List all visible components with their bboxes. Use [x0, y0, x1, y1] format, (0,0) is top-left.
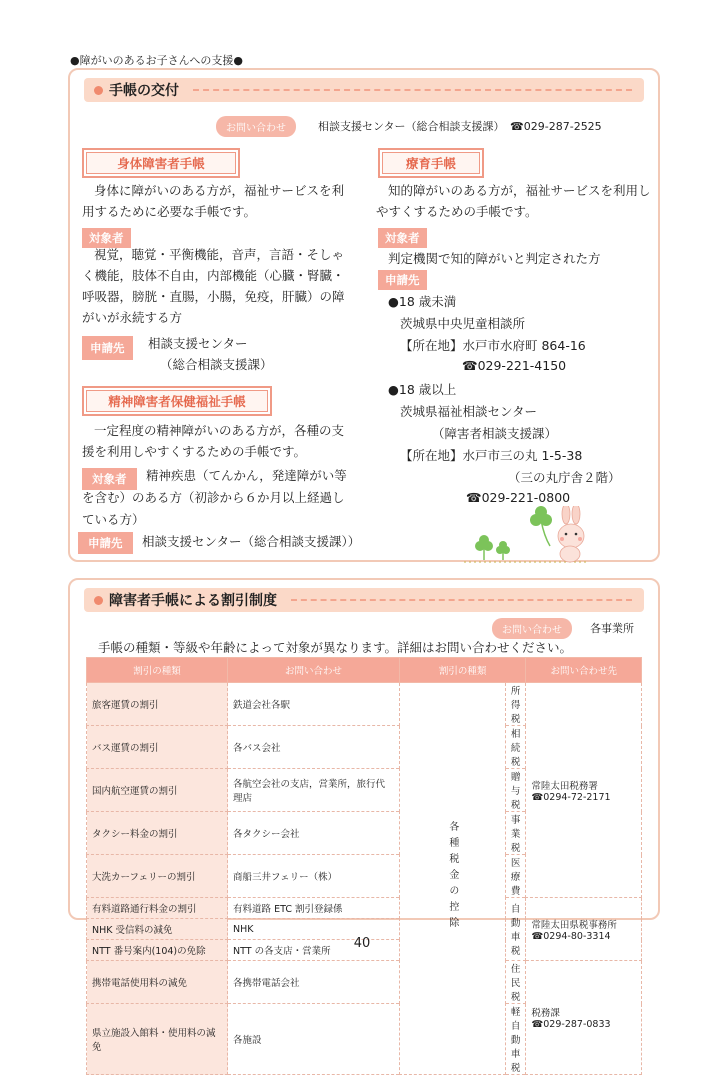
physical-apply-tag: 申請先	[82, 336, 133, 360]
mental-apply: 相談支援センター（総合相談支援課））	[142, 534, 361, 549]
page-number: 40	[353, 936, 371, 951]
tax-group-label: 各種税金の控除	[399, 683, 505, 1075]
table-row-kind: 国内航空運賃の割引	[87, 769, 228, 812]
tax-item: 医療費	[505, 855, 526, 898]
header-discount-kind: 割引の種類	[87, 658, 228, 683]
ryoiku-over18-office: 茨城県福祉相談センター	[400, 404, 538, 419]
contact-pill-2: お問い合わせ	[492, 618, 572, 639]
table-row-contact: 有料道路 ETC 割引登録係	[228, 898, 400, 919]
bullet-icon	[94, 86, 103, 95]
table-row-contact: 各タクシー会社	[228, 812, 400, 855]
ryoiku-target-tag: 対象者	[378, 228, 427, 248]
contact-text-2: 各事業所	[590, 622, 634, 635]
tax-office-2: 常陸太田県税事務所 ☎0294-80-3314	[526, 898, 642, 961]
mental-desc: 一定程度の精神障がいのある方が，各種の支援を利用しやすくするための手帳です。	[82, 423, 345, 459]
tax-item: 事業税	[505, 812, 526, 855]
tax-item: 自動車税	[505, 898, 526, 961]
table-row-contact: 各施設	[228, 1004, 400, 1075]
table-row-kind: 旅客運賃の割引	[87, 683, 228, 726]
ryoiku-target: 判定機関で知的障がいと判定された方	[388, 251, 601, 266]
physical-apply-2: （総合相談支援課）	[160, 357, 273, 372]
mental-target-3: ている方）	[82, 512, 145, 527]
mental-target-1: 精神疾患（てんかん，発達障がい等	[146, 468, 347, 483]
mental-handbook-title: 精神障害者保健福祉手帳	[82, 386, 272, 416]
tax-office-1: 常陸太田税務署 ☎0294-72-2171	[526, 683, 642, 898]
header-contact: お問い合わせ	[228, 658, 400, 683]
discount-table	[86, 657, 642, 1075]
discount-intro: 手帳の種類・等級や年齢によって対象が異なります。詳細はお問い合わせください。	[98, 640, 573, 655]
table-row-contact: NTT の各支店・営業所	[228, 940, 400, 961]
table-row-kind: 大洗カーフェリーの割引	[87, 855, 228, 898]
tax-item: 相続税	[505, 726, 526, 769]
contact-text: 相談支援センター（総合相談支援課） ☎029-287-2525	[318, 120, 602, 133]
ryoiku-desc: 知的障がいのある方が，福祉サービスを利用しやすくするための手帳です。	[376, 183, 651, 219]
tax-item: 住民税	[505, 961, 526, 1004]
section-title-handbook: 手帳の交付	[84, 78, 644, 102]
table-row-kind: NTT 番号案内(104)の免除	[87, 940, 228, 961]
ryoiku-over18-tel: ☎029-221-0800	[466, 490, 571, 505]
table-row-contact: NHK	[228, 919, 400, 940]
ryoiku-over18-addr2: （三の丸庁舎２階）	[508, 470, 621, 485]
mental-apply-tag: 申請先	[78, 532, 133, 554]
table-row-kind: 有料道路通行料金の割引	[87, 898, 228, 919]
table-row-kind: 県立施設入館料・使用料の減免	[87, 1004, 228, 1075]
header-discount-kind-2: 割引の種類	[399, 658, 526, 683]
ryoiku-over18-office2: （障害者相談支援課）	[432, 426, 558, 441]
header-note: ●障がいのあるお子さんへの支援●	[70, 54, 243, 67]
physical-apply-1: 相談支援センター	[148, 336, 248, 351]
physical-target: 視覚，聴覚・平衡機能，音声，言語・そしゃく機能，肢体不自由，内部機能（心臓・腎臓・呼吸器，膀胱・直腸，小腸，免疫，肝臓）の障がいが永続する方	[82, 247, 345, 325]
ryoiku-under18-addr: 【所在地】水戸市水府町 864-16	[400, 338, 586, 353]
table-row-contact: 各航空会社の支店，営業所，旅行代理店	[228, 769, 400, 812]
table-row-kind: NHK 受信料の減免	[87, 919, 228, 940]
ryoiku-over18: ●18 歳以上	[388, 382, 457, 397]
table-row-kind: 携帯電話使用料の減免	[87, 961, 228, 1004]
table-row-kind: タクシー料金の割引	[87, 812, 228, 855]
physical-handbook-title: 身体障害者手帳	[82, 148, 240, 178]
mental-target-tag: 対象者	[82, 468, 137, 490]
table-row-contact: 鉄道会社各駅	[228, 683, 400, 726]
tax-item: 所得税	[505, 683, 526, 726]
contact-pill: お問い合わせ	[216, 116, 296, 137]
ryoiku-under18-tel: ☎029-221-4150	[462, 358, 567, 373]
ryoiku-apply-tag: 申請先	[378, 270, 427, 290]
ryoiku-over18-addr: 【所在地】水戸市三の丸 1-5-38	[400, 448, 583, 463]
tax-office-3: 税務課 ☎029-287-0833	[526, 961, 642, 1075]
table-row-contact: 商船三井フェリー（株）	[228, 855, 400, 898]
section-title-discount: 障害者手帳による割引制度	[84, 588, 644, 612]
physical-target-tag: 対象者	[82, 228, 131, 248]
bunny-clover-illustration	[460, 506, 592, 564]
table-row-kind: バス運賃の割引	[87, 726, 228, 769]
table-row-contact: 各バス会社	[228, 726, 400, 769]
tax-item: 贈与税	[505, 769, 526, 812]
ryoiku-under18: ●18 歳未満	[388, 294, 457, 309]
ryoiku-under18-office: 茨城県中央児童相談所	[400, 316, 526, 331]
tax-item: 軽自動車税	[505, 1004, 526, 1075]
bullet-icon	[94, 596, 103, 605]
mental-target-2: を含む）のある方（初診から６か月以上経過し	[82, 490, 345, 505]
header-contact-dest: お問い合わせ先	[526, 658, 642, 683]
physical-desc: 身体に障がいのある方が，福祉サービスを利用するために必要な手帳です。	[82, 183, 345, 219]
table-row-contact: 各携帯電話会社	[228, 961, 400, 1004]
ryoiku-handbook-title: 療育手帳	[378, 148, 484, 178]
